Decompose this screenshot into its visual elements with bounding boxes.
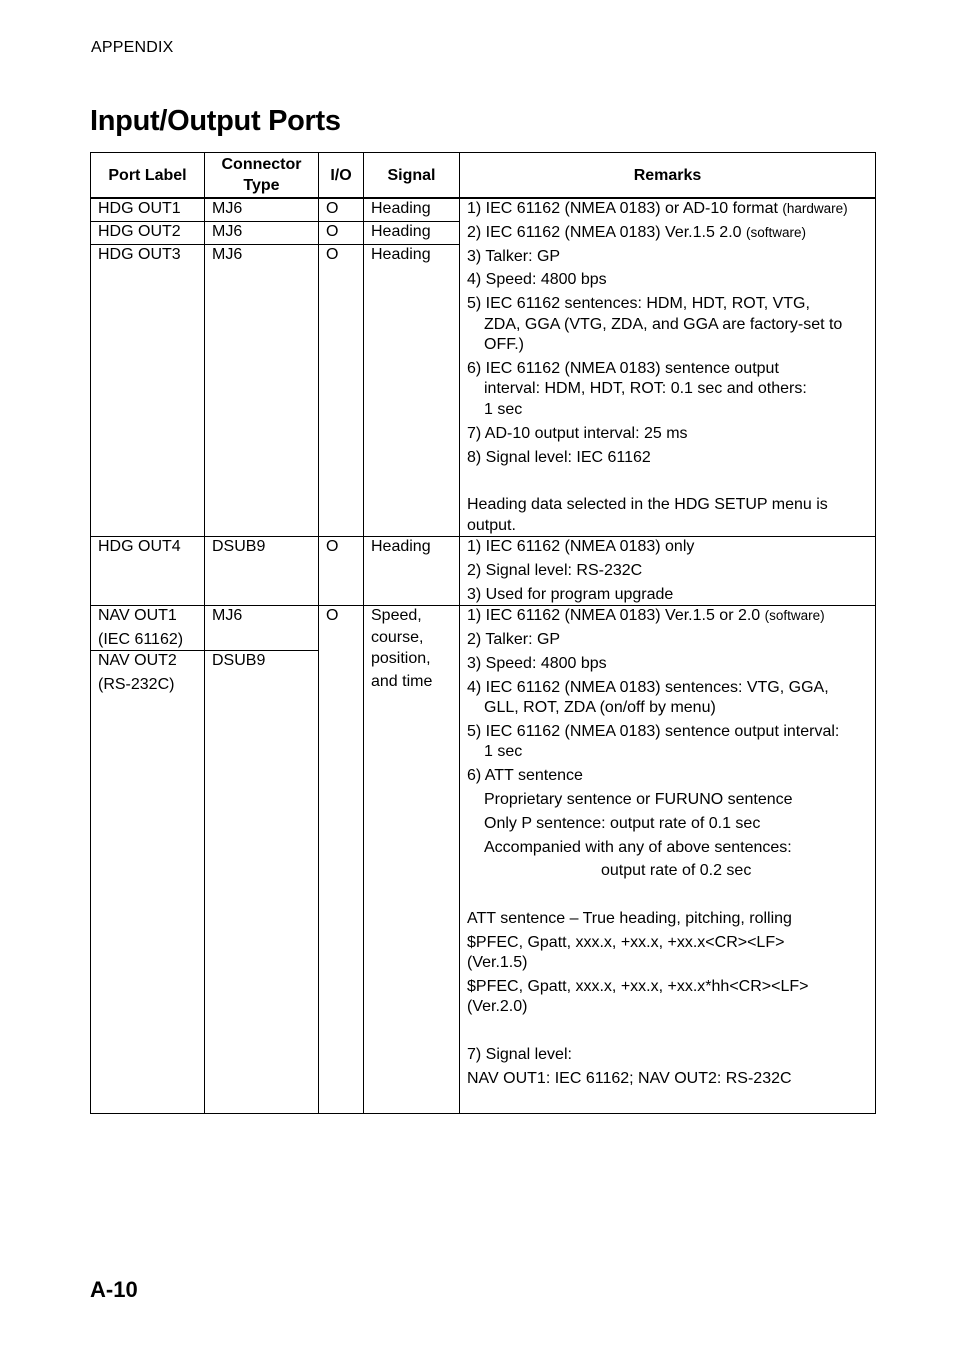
- port-cell: NAV OUT1 (IEC 61162): [91, 606, 205, 651]
- port-cell: NAV OUT2 (RS-232C): [91, 651, 205, 1114]
- remark-item: $PFEC, Gpatt, xxx.x, +xx.x, +xx.x*hh<CR><LF> (Ver.2.0): [467, 977, 809, 1016]
- connector-cell: MJ6: [205, 606, 319, 651]
- signal-cell: Heading: [364, 198, 460, 222]
- table-row: [91, 537, 876, 606]
- io-cell: O: [319, 222, 364, 245]
- signal-cell: Heading: [364, 245, 460, 537]
- remark-item: 3) Speed: 4800 bps: [467, 654, 607, 672]
- remark-note: Heading data selected in the HDG SETUP menu is output.: [467, 496, 828, 534]
- remark-item: 4) Speed: 4800 bps: [467, 271, 607, 289]
- connector-cell: DSUB9: [205, 537, 319, 606]
- remark-item: 7) AD-10 output interval: 25 ms: [467, 424, 688, 442]
- signal-cell: Heading: [364, 537, 460, 606]
- io-cell: O: [319, 606, 364, 1114]
- remark-item: ATT sentence – True heading, pitching, rolling: [467, 909, 792, 927]
- port-cell: HDG OUT4: [91, 537, 205, 606]
- remark-item: 6) IEC 61162 (NMEA 0183) sentence output interval: HDM, HDT, ROT: 0.1 sec and others: 1 sec: [467, 359, 807, 418]
- io-ports-table: [90, 152, 876, 1114]
- connector-cell: MJ6: [205, 245, 319, 537]
- remark-item: 8) Signal level: IEC 61162: [467, 448, 651, 466]
- remark-item: Accompanied with any of above sentences:: [484, 838, 792, 856]
- header-io: I/O: [319, 153, 364, 199]
- port-cell: HDG OUT2: [91, 222, 205, 245]
- remark-item: 3) Talker: GP: [467, 247, 561, 265]
- header-port-label: Port Label: [91, 153, 205, 199]
- remark-item: output rate of 0.2 sec: [601, 862, 752, 880]
- remark-item: 6) ATT sentence: [467, 767, 583, 785]
- remark-item: 5) IEC 61162 (NMEA 0183) sentence output interval: 1 sec: [467, 722, 840, 761]
- remark-item: 4) IEC 61162 (NMEA 0183) sentences: VTG, GGA, GLL, ROT, ZDA (on/off by menu): [467, 678, 829, 717]
- remark-item: 2) Signal level: RS-232C: [467, 561, 643, 579]
- remark-item: 1) IEC 61162 (NMEA 0183) only: [467, 538, 695, 556]
- header-signal: Signal: [364, 153, 460, 199]
- header-connector-type-line1: Connector: [221, 156, 302, 173]
- port-cell: HDG OUT1: [91, 198, 205, 222]
- connector-cell: DSUB9: [205, 651, 319, 1114]
- header-connector-type: [205, 153, 319, 199]
- remark-item: 2) IEC 61162 (NMEA 0183) Ver.1.5 2.0 (software): [467, 223, 806, 241]
- page-number: A-10: [90, 1277, 138, 1302]
- remarks-cell-hdg-out1-3: [460, 198, 876, 537]
- table-row: [91, 198, 876, 222]
- port-cell: HDG OUT3: [91, 245, 205, 537]
- header-remarks: Remarks: [460, 153, 876, 199]
- remark-item: $PFEC, Gpatt, xxx.x, +xx.x, +xx.x<CR><LF> (Ver.1.5): [467, 933, 785, 972]
- signal-cell: Heading: [364, 222, 460, 245]
- remark-item: 5) IEC 61162 sentences: HDM, HDT, ROT, VTG, ZDA, GGA (VTG, ZDA, and GGA are factory-set to OFF.): [467, 295, 843, 354]
- remark-item: 7) Signal level:: [467, 1045, 572, 1063]
- remark-item: 1) IEC 61162 (NMEA 0183) or AD-10 format (hardware): [467, 200, 848, 217]
- remark-item: NAV OUT1: IEC 61162; NAV OUT2: RS-232C: [467, 1069, 792, 1087]
- io-cell: O: [319, 198, 364, 222]
- header-connector-type-line2: Type: [243, 177, 280, 194]
- connector-cell: MJ6: [205, 222, 319, 245]
- remarks-cell-hdg-out4: [460, 537, 876, 606]
- io-cell: O: [319, 537, 364, 606]
- connector-cell: MJ6: [205, 198, 319, 222]
- signal-cell: Speed, course, position, and time: [364, 606, 460, 1114]
- remarks-cell-nav-out: [460, 606, 876, 1114]
- table-header-row: [91, 153, 876, 199]
- remark-item: Proprietary sentence or FURUNO sentence: [484, 790, 793, 808]
- remark-item: 1) IEC 61162 (NMEA 0183) Ver.1.5 or 2.0 (software): [467, 607, 825, 625]
- page-title: Input/Output Ports: [90, 105, 341, 137]
- remark-item: 2) Talker: GP: [467, 630, 561, 648]
- remark-item: 3) Used for program upgrade: [467, 585, 674, 603]
- table-row: [91, 606, 876, 651]
- remark-item: Only P sentence: output rate of 0.1 sec: [484, 814, 761, 832]
- io-cell: O: [319, 245, 364, 537]
- running-header: APPENDIX: [91, 39, 174, 56]
